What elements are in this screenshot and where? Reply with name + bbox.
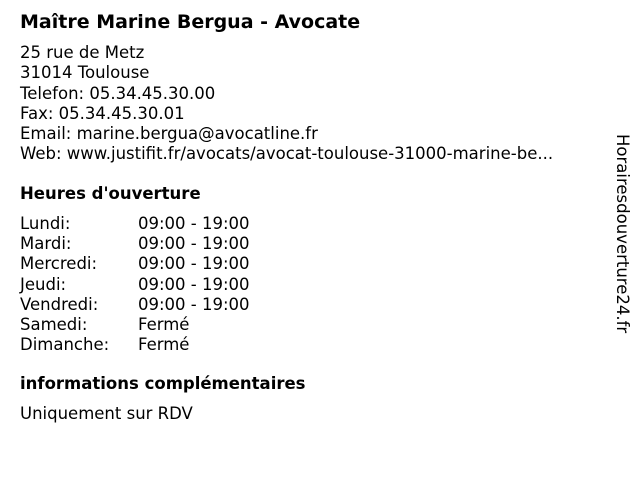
hours-value: 09:00 - 19:00: [138, 274, 250, 294]
hours-row-wednesday: [20, 254, 250, 274]
hours-value: 09:00 - 19:00: [138, 254, 250, 274]
phone-number: Telefon: 05.34.45.30.00: [20, 83, 216, 103]
contact-block: [20, 43, 553, 165]
hours-row-sunday: [20, 335, 250, 355]
additional-info-text: Uniquement sur RDV: [20, 404, 193, 423]
hours-value: 09:00 - 19:00: [138, 234, 250, 254]
day-label: Dimanche:: [20, 335, 110, 355]
hours-row-friday: [20, 295, 250, 315]
address-street: 25 rue de Metz: [20, 43, 145, 62]
hours-row-saturday: [20, 315, 250, 335]
hours-value: 09:00 - 19:00: [138, 214, 250, 233]
day-label: Vendredi:: [20, 294, 99, 314]
day-label: Jeudi:: [20, 274, 67, 294]
hours-row-thursday: [20, 275, 250, 295]
website-link[interactable]: Web: www.justifit.fr/avocats/avocat-toulouse-31000-marine-be...: [20, 144, 554, 164]
hours-value: Fermé: [138, 314, 190, 334]
opening-hours-table: [20, 214, 250, 355]
address-city: 31014 Toulouse: [20, 63, 150, 83]
site-brand-watermark: Horairesdouverture24.fr: [613, 134, 632, 334]
hours-value: 09:00 - 19:00: [138, 294, 250, 314]
opening-hours-heading: Heures d'ouverture: [20, 184, 201, 203]
hours-row-tuesday: [20, 234, 250, 254]
day-label: Lundi:: [20, 214, 71, 233]
day-label: Mercredi:: [20, 254, 98, 274]
day-label: Mardi:: [20, 234, 72, 254]
fax-number: Fax: 05.34.45.30.01: [20, 103, 185, 123]
day-label: Samedi:: [20, 314, 88, 334]
additional-info-heading: informations complémentaires: [20, 374, 306, 393]
page-title: Maître Marine Bergua - Avocate: [20, 11, 361, 33]
hours-row-monday: [20, 214, 250, 234]
hours-value: Fermé: [138, 335, 190, 355]
email-address: Email: marine.bergua@avocatline.fr: [20, 124, 318, 144]
